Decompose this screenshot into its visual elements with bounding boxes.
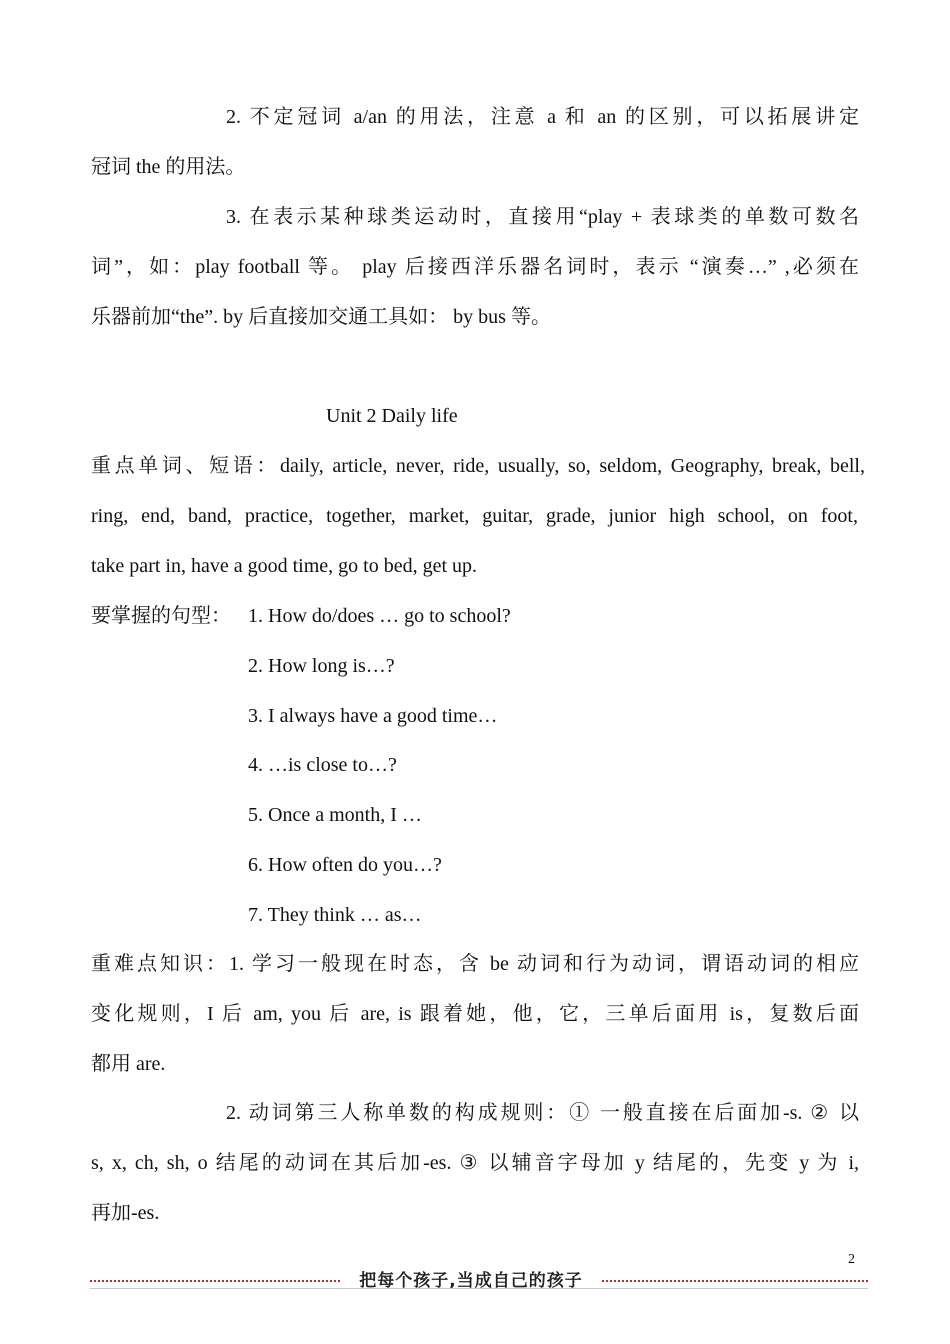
paragraph-line: 乐器前加“the”. by 后直接加交通工具如： by bus 等。 — [91, 306, 551, 328]
vocabulary-line: take part in, have a good time, go to bed, get up. — [91, 555, 478, 577]
key-point-line: 重难点知识：1. 学习一般现在时态，含 be 动词和行为动词，谓语动词的相应 — [91, 953, 859, 975]
paragraph-line: 冠词 the 的用法。 — [91, 156, 246, 178]
vocabulary-line: 重点单词、短语：daily, article, never, ride, usually, so, seldom, Geography, break, bell, — [91, 455, 865, 477]
vocabulary-line: ring, end, band, practice, together, market, guitar, grade, junior high school, on foot, — [91, 505, 858, 527]
unit-title: Unit 2 Daily life — [326, 405, 458, 427]
paragraph-line: 3. 在表示某种球类运动时，直接用“play + 表球类的单数可数名 — [226, 206, 859, 228]
sentence-pattern: 2. How long is…? — [248, 655, 395, 677]
sentence-pattern: 7. They think … as… — [248, 904, 422, 926]
sentence-pattern: 6. How often do you…? — [248, 854, 442, 876]
rule-line: 2. 动词第三人称单数的构成规则：① 一般直接在后面加-s. ② 以 — [226, 1102, 859, 1124]
sentence-patterns-label: 要掌握的句型： — [91, 605, 231, 627]
sentence-pattern: 3. I always have a good time… — [248, 705, 498, 727]
key-point-line: 都用 are. — [91, 1053, 166, 1075]
paragraph-line: 词”，如：play football 等。 play 后接西洋乐器名词时，表示 “演奏…” ,必须在 — [91, 256, 859, 278]
key-point-line: 变化规则，I 后 am, you 后 are, is 跟着她，他，它，三单后面用 is，复数后面 — [91, 1003, 859, 1025]
footer-dotted-rule-right — [602, 1280, 868, 1282]
rule-line: s, x, ch, sh, o 结尾的动词在其后加-es. ③ 以辅音字母加 y 结尾的，先变 y 为 i, — [91, 1152, 859, 1174]
page-footer — [90, 1271, 868, 1291]
footer-dotted-rule-left — [90, 1280, 340, 1282]
page-number: 2 — [848, 1252, 855, 1267]
sentence-pattern: 5. Once a month, I … — [248, 804, 422, 826]
sentence-pattern: 4. …is close to…? — [248, 754, 397, 776]
footer-motto: 把每个孩子,当成自己的孩子 — [359, 1271, 583, 1291]
sentence-pattern: 1. How do/does … go to school? — [248, 605, 511, 627]
footer-rule — [90, 1288, 868, 1289]
paragraph-line: 2. 不定冠词 a/an 的用法，注意 a 和 an 的区别，可以拓展讲定 — [226, 106, 859, 128]
rule-line: 再加-es. — [91, 1202, 160, 1224]
